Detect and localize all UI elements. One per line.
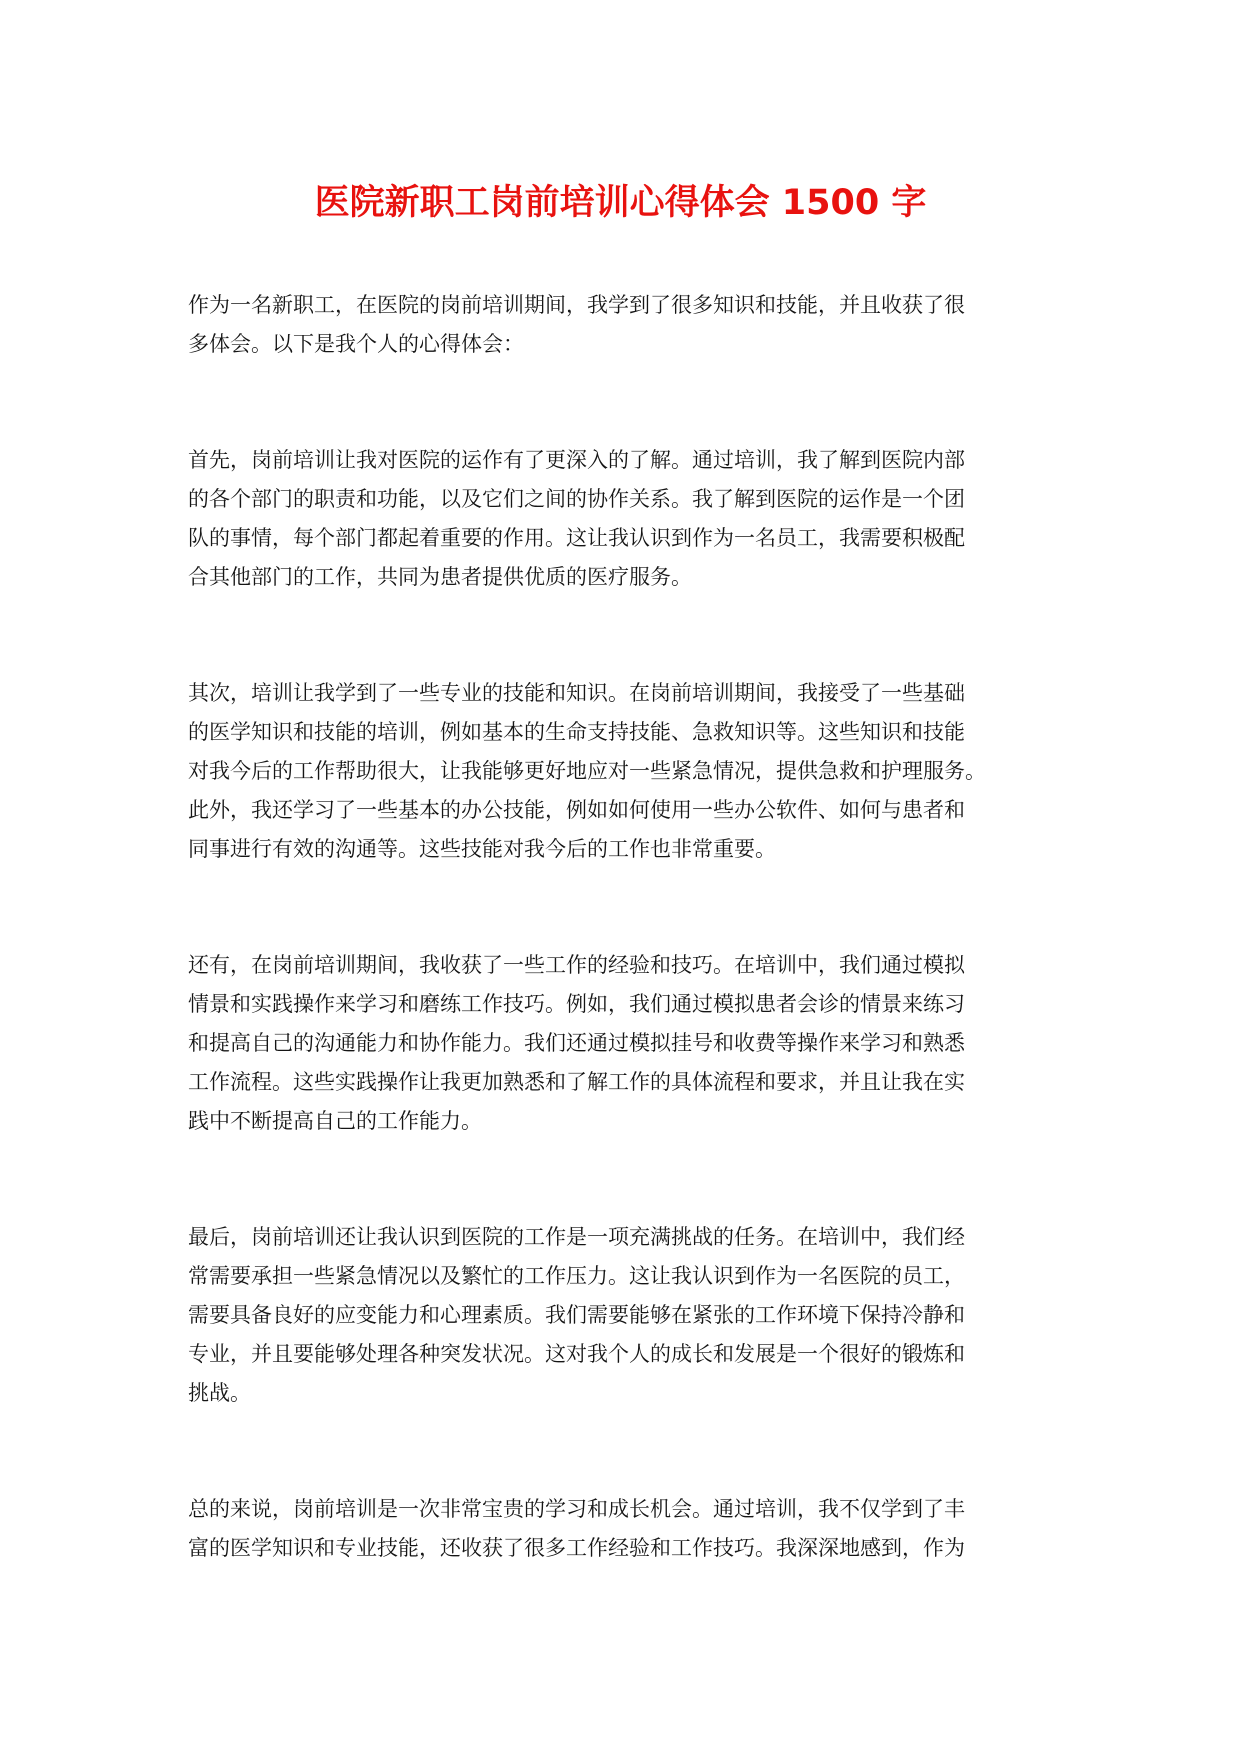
paragraph-line: 同事进行有效的沟通等。这些技能对我今后的工作也非常重要。 <box>188 837 776 861</box>
paragraph-line: 的各个部门的职责和功能，以及它们之间的协作关系。我了解到医院的运作是一个团 <box>188 487 965 511</box>
paragraph-line: 情景和实践操作来学习和磨练工作技巧。例如，我们通过模拟患者会诊的情景来练习 <box>188 992 965 1016</box>
paragraph-gap <box>188 869 1050 946</box>
document-title: 医院新职工岗前培训心得体会 1500 字 <box>314 183 927 223</box>
paragraph-line: 工作流程。这些实践操作让我更加熟悉和了解工作的具体流程和要求，并且让我在实 <box>188 1070 965 1094</box>
paragraph-line: 队的事情，每个部门都起着重要的作用。这让我认识到作为一名员工，我需要积极配 <box>188 526 965 550</box>
paragraph-line: 富的医学知识和专业技能，还收获了很多工作经验和工作技巧。我深深地感到，作为 <box>188 1536 965 1560</box>
paragraph-gap <box>188 364 1050 441</box>
paragraph-line: 的医学知识和技能的培训，例如基本的生命支持技能、急救知识等。这些知识和技能 <box>188 720 965 744</box>
paragraph-line: 挑战。 <box>188 1381 251 1405</box>
paragraph-line: 此外，我还学习了一些基本的办公技能，例如如何使用一些办公软件、如何与患者和 <box>188 798 965 822</box>
paragraph-line: 首先，岗前培训让我对医院的运作有了更深入的了解。通过培训，我了解到医院内部 <box>188 448 965 472</box>
paragraph-gap <box>188 597 1050 674</box>
paragraph-line: 和提高自己的沟通能力和协作能力。我们还通过模拟挂号和收费等操作来学习和熟悉 <box>188 1031 965 1055</box>
paragraph-fourth <box>188 1218 1050 1413</box>
paragraph-line: 需要具备良好的应变能力和心理素质。我们需要能够在紧张的工作环境下保持冷静和 <box>188 1303 965 1327</box>
paragraph-third <box>188 946 1050 1141</box>
paragraph-line: 其次，培训让我学到了一些专业的技能和知识。在岗前培训期间，我接受了一些基础 <box>188 681 965 705</box>
paragraph-line: 合其他部门的工作，共同为患者提供优质的医疗服务。 <box>188 565 692 589</box>
paragraph-line: 作为一名新职工，在医院的岗前培训期间，我学到了很多知识和技能，并且收获了很 <box>188 293 965 317</box>
paragraph-gap <box>188 1413 1050 1490</box>
paragraph-line: 常需要承担一些紧急情况以及繁忙的工作压力。这让我认识到作为一名医院的员工， <box>188 1264 965 1288</box>
paragraph-line: 多体会。以下是我个人的心得体会： <box>188 332 524 356</box>
paragraph-second <box>188 674 1050 869</box>
document-body <box>188 286 1050 1568</box>
paragraph-line: 对我今后的工作帮助很大，让我能够更好地应对一些紧急情况，提供急救和护理服务。 <box>188 759 986 783</box>
paragraph-conclusion <box>188 1490 1050 1568</box>
paragraph-line: 专业，并且要能够处理各种突发状况。这对我个人的成长和发展是一个很好的锻炼和 <box>188 1342 965 1366</box>
paragraph-first <box>188 441 1050 597</box>
paragraph-intro <box>188 286 1050 364</box>
paragraph-line: 总的来说，岗前培训是一次非常宝贵的学习和成长机会。通过培训，我不仅学到了丰 <box>188 1497 965 1521</box>
paragraph-gap <box>188 1141 1050 1218</box>
paragraph-line: 践中不断提高自己的工作能力。 <box>188 1109 482 1133</box>
paragraph-line: 最后，岗前培训还让我认识到医院的工作是一项充满挑战的任务。在培训中，我们经 <box>188 1225 965 1249</box>
paragraph-line: 还有，在岗前培训期间，我收获了一些工作的经验和技巧。在培训中，我们通过模拟 <box>188 953 965 977</box>
